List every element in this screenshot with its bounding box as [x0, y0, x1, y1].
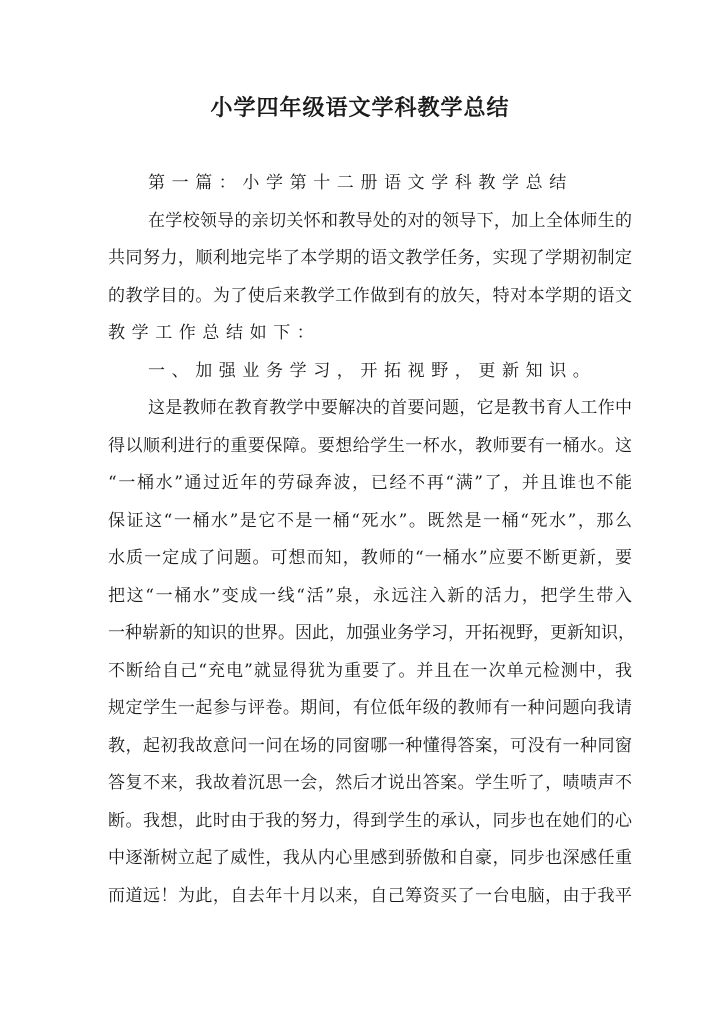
- paragraph-line: 中逐渐树立起了威性，我从内心里感到骄傲和自豪，同步也深感任重: [108, 848, 632, 868]
- paragraph-line: 的教学目的。为了使后来教学工作做到有的放矢，特对本学期的语文: [108, 285, 632, 306]
- paragraph-line: 共同努力，顺利地完毕了本学期的语文教学任务，实现了学期初制定: [108, 248, 632, 268]
- paragraph-line: 一种崭新的知识的世界。因此，加强业务学习，开拓视野，更新知识，: [108, 623, 635, 643]
- paragraph-line: 水质一定成了问题。可想而知，教师的“一桶水”应要不断更新，要: [108, 548, 632, 568]
- paragraph-line: 得以顺利进行的重要保障。要想给学生一杯水，教师要有一桶水。这: [108, 435, 632, 456]
- paragraph-line: 不断给自己“充电”就显得犹为重要了。并且在一次单元检测中，我: [108, 660, 632, 681]
- paragraph-line: “一桶水”通过近年的劳碌奔波，已经不再“满”了，并且谁也不能: [108, 473, 632, 493]
- paragraph-line: 把这“一桶水”变成一线“活”泉，永远注入新的活力，把学生带入: [108, 585, 632, 606]
- paragraph-line: 规定学生一起参与评卷。期间，有位低年级的教师有一种问题向我请: [108, 698, 632, 718]
- document-body: [108, 170, 635, 920]
- paragraph-line: 保证这“一桶水”是它不是一桶“死水”。既然是一桶“死水”，那么: [108, 510, 632, 531]
- paragraph-line: 教，起初我故意问一问在场的同窗哪一种懂得答案，可没有一种同窗: [108, 735, 632, 756]
- paragraph-line: 答复不来，我故着沉思一会，然后才说出答案。学生听了，啧啧声不: [108, 773, 632, 793]
- section-heading: 一、加强业务学习，开拓视野，更新知识。: [148, 360, 597, 381]
- paragraph-line: 在学校领导的亲切关怀和教导处的对的领导下，加上全体师生的: [148, 210, 632, 231]
- paragraph-line: 而道远！为此，自去年十月以来，自己筹资买了一台电脑，由于我平: [108, 885, 632, 906]
- subtitle: 第一篇：小学第十二册语文学科教学总结: [148, 173, 573, 193]
- paragraph-line: 教学工作总结如下：: [108, 323, 321, 343]
- document-title: 小学四年级语文学科教学总结: [210, 95, 510, 121]
- paragraph-line: 断。我想，此时由于我的努力，得到学生的承认，同步也在她们的心: [108, 810, 632, 831]
- paragraph-line: 这是教师在教育教学中要解决的首要问题，它是教书育人工作中: [148, 398, 632, 418]
